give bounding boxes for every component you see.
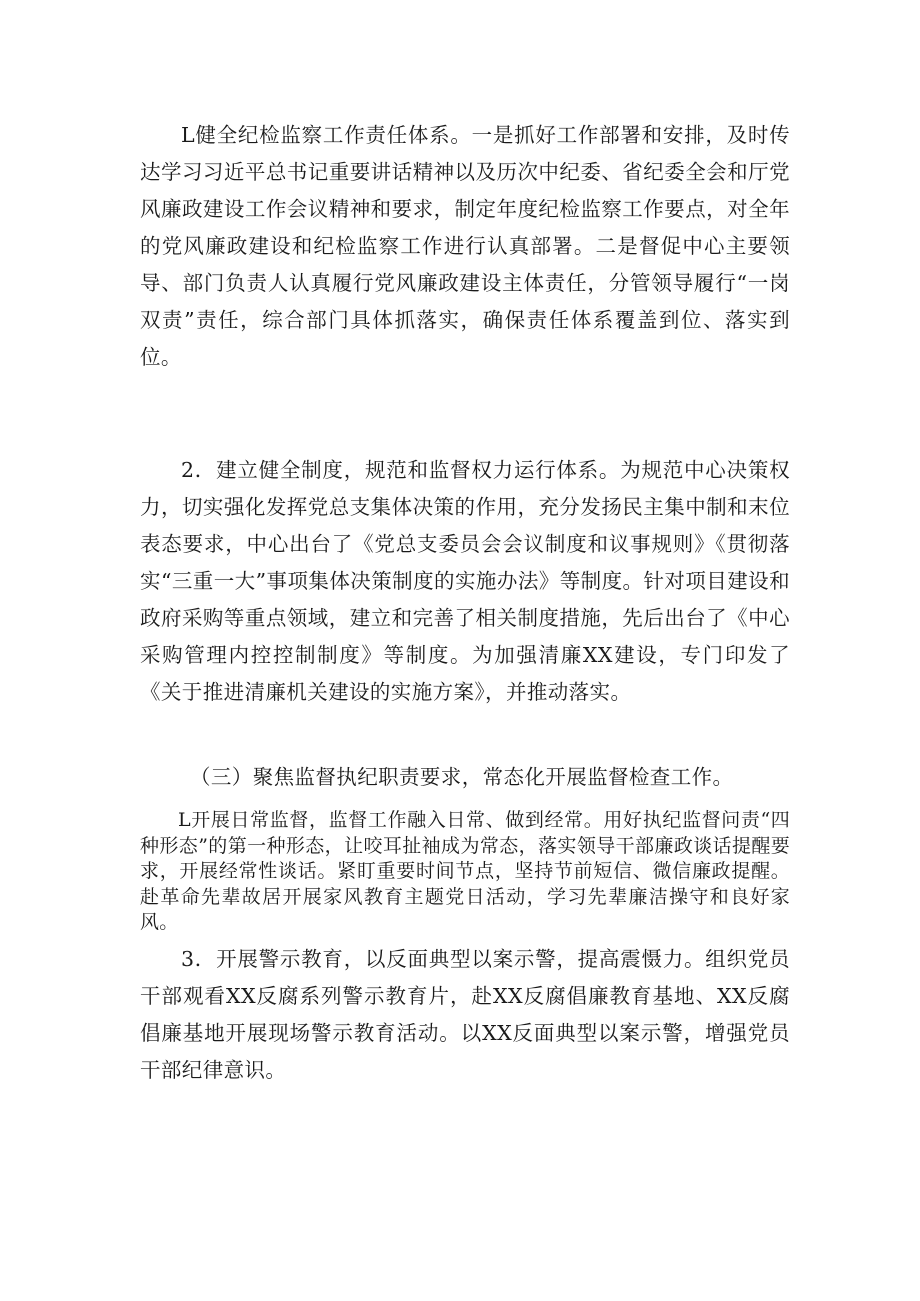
paragraph-warning-education: 3．开展警示教育，以反面典型以案示警，提高震慑力。组织党员干部观看XX反腐系列警示教育片，赴XX反腐倡廉教育基地、XX反腐倡廉基地开展现场警示教育活动。以XX反面典型以案示警，增强党员干部纪律意识。 xyxy=(140,947,790,1082)
paragraph-daily-supervision: L开展日常监督，监督工作融入日常、做到经常。用好执纪监督问责“四种形态”的第一种形态，让咬耳扯袖成为常态，落实领导干部廉政谈话提醒要求，开展经常性谈话。紧盯重要时间节点，坚持节前短信、微信廉政提醒。赴革命先辈故居开展家风教育主题党日活动，学习先辈廉洁操守和良好家风。 xyxy=(140,809,790,934)
paragraph-institution-building: 2．建立健全制度，规范和监督权力运行体系。为规范中心决策权力，切实强化发挥党总支集体决策的作用，充分发扬民主集中制和末位表态要求，中心出台了《党总支委员会会议制度和议事规则》《贯彻落实“三重一大”事项集体决策制度的实施办法》等制度。针对项目建设和政府采购等重点领域，建立和完善了相关制度措施，先后出台了《中心采购管理内控控制制度》等制度。为加强清廉XX建设，专门印发了《关于推进清廉机关建设的实施方案》，并推动落实。 xyxy=(140,458,790,704)
paragraph-responsibility-system: L健全纪检监察工作责任体系。一是抓好工作部署和安排，及时传达学习习近平总书记重要讲话精神以及历次中纪委、省纪委全会和厅党风廉政建设工作会议精神和要求，制定年度纪检监察工作要点，对全年的党风廉政建设和纪检监察工作进行认真部署。二是督促中心主要领导、部门负责人认真履行党风廉政建设主体责任，分管领导履行“一岗双责”责任，综合部门具体抓落实，确保责任体系覆盖到位、落实到位。 xyxy=(140,123,790,369)
section-heading-supervision: （三）聚焦监督执纪职责要求，常态化开展监督检查工作。 xyxy=(190,765,734,789)
